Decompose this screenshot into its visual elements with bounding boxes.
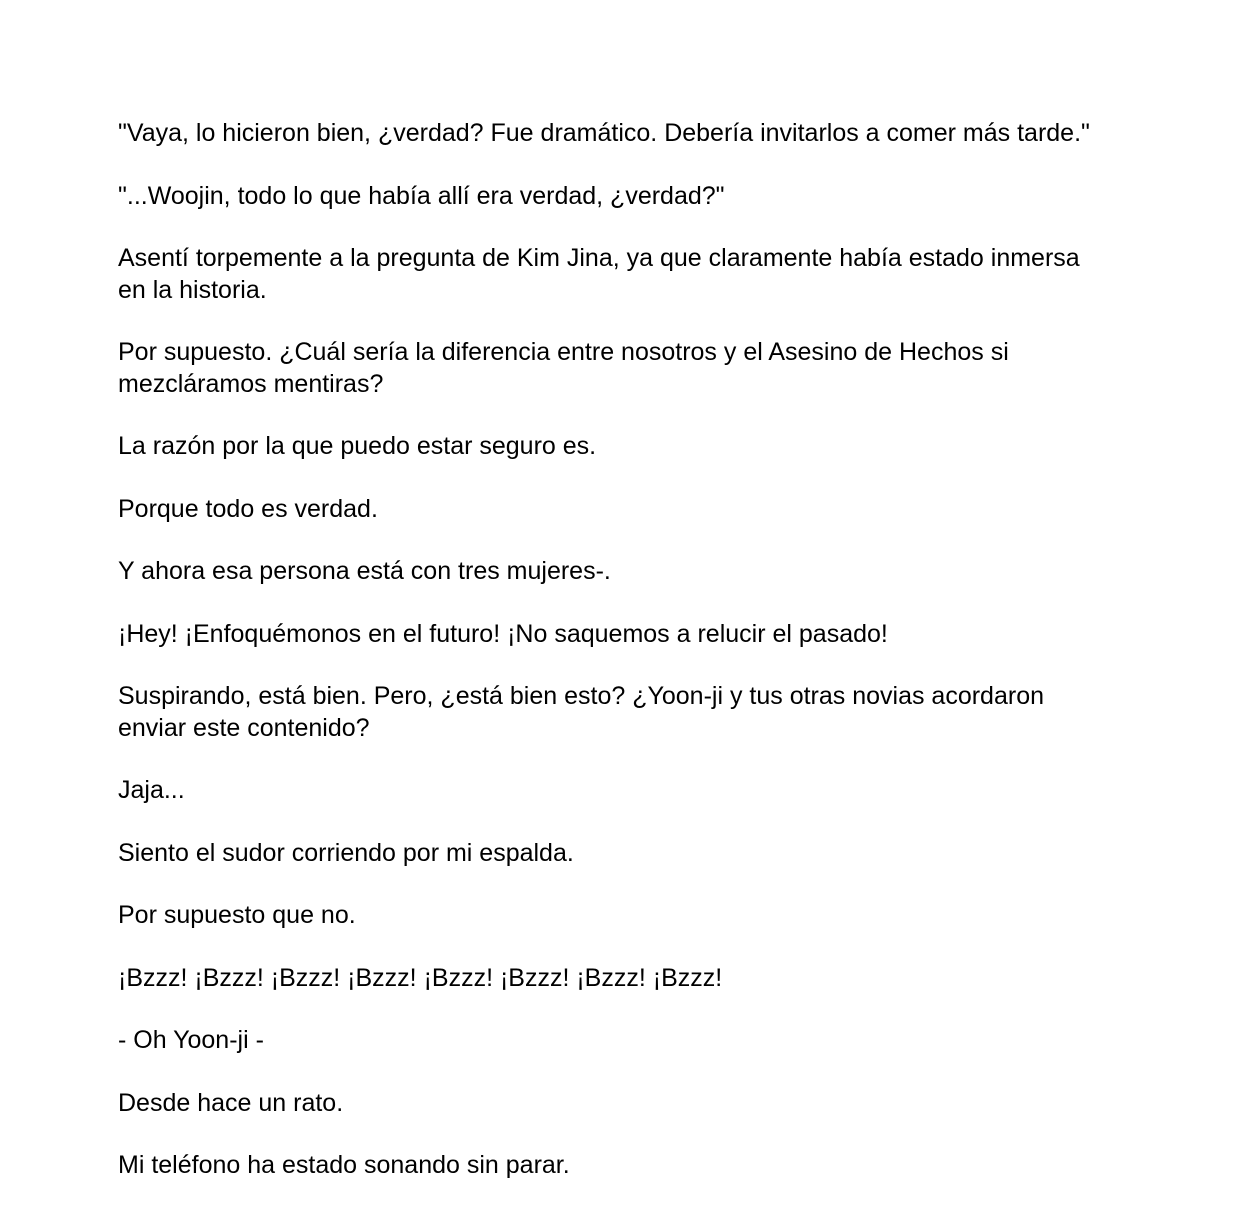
paragraph: Porque todo es verdad. xyxy=(118,494,378,523)
paragraph: Por supuesto que no. xyxy=(118,901,356,929)
paragraph: La razón por la que puedo estar seguro es. xyxy=(118,432,597,460)
paragraph: Suspirando, está bien. Pero, ¿está bien esto? ¿Yoon-ji y tus otras novias acordaron enviar este contenido? xyxy=(118,682,1045,742)
paragraph: Y ahora esa persona está con tres mujeres-. xyxy=(118,557,611,585)
paragraph: Jaja... xyxy=(118,776,185,804)
paragraph: Asentí torpemente a la pregunta de Kim Jina, ya que claramente había estado inmersa en la historia. xyxy=(118,244,1080,304)
paragraph: Por supuesto. ¿Cuál sería la diferencia entre nosotros y el Asesino de Hechos si mezcláramos mentiras? xyxy=(118,338,1009,398)
paragraph: Desde hace un rato. xyxy=(118,1088,344,1117)
paragraph: "...Woojin, todo lo que había allí era verdad, ¿verdad?" xyxy=(118,181,725,210)
paragraph: "Vaya, lo hicieron bien, ¿verdad? Fue dramático. Debería invitarlos a comer más tarde." xyxy=(118,119,1090,147)
paragraph: Siento el sudor corriendo por mi espalda. xyxy=(118,838,574,867)
document-body xyxy=(118,118,1108,1213)
paragraph: ¡Bzzz! ¡Bzzz! ¡Bzzz! ¡Bzzz! ¡Bzzz! ¡Bzzz! ¡Bzzz! ¡Bzzz! xyxy=(118,963,723,992)
paragraph: ¡Hey! ¡Enfoquémonos en el futuro! ¡No saquemos a relucir el pasado! xyxy=(118,619,888,648)
paragraph: Mi teléfono ha estado sonando sin parar. xyxy=(118,1151,570,1179)
paragraph: - Oh Yoon-ji - xyxy=(118,1026,264,1054)
